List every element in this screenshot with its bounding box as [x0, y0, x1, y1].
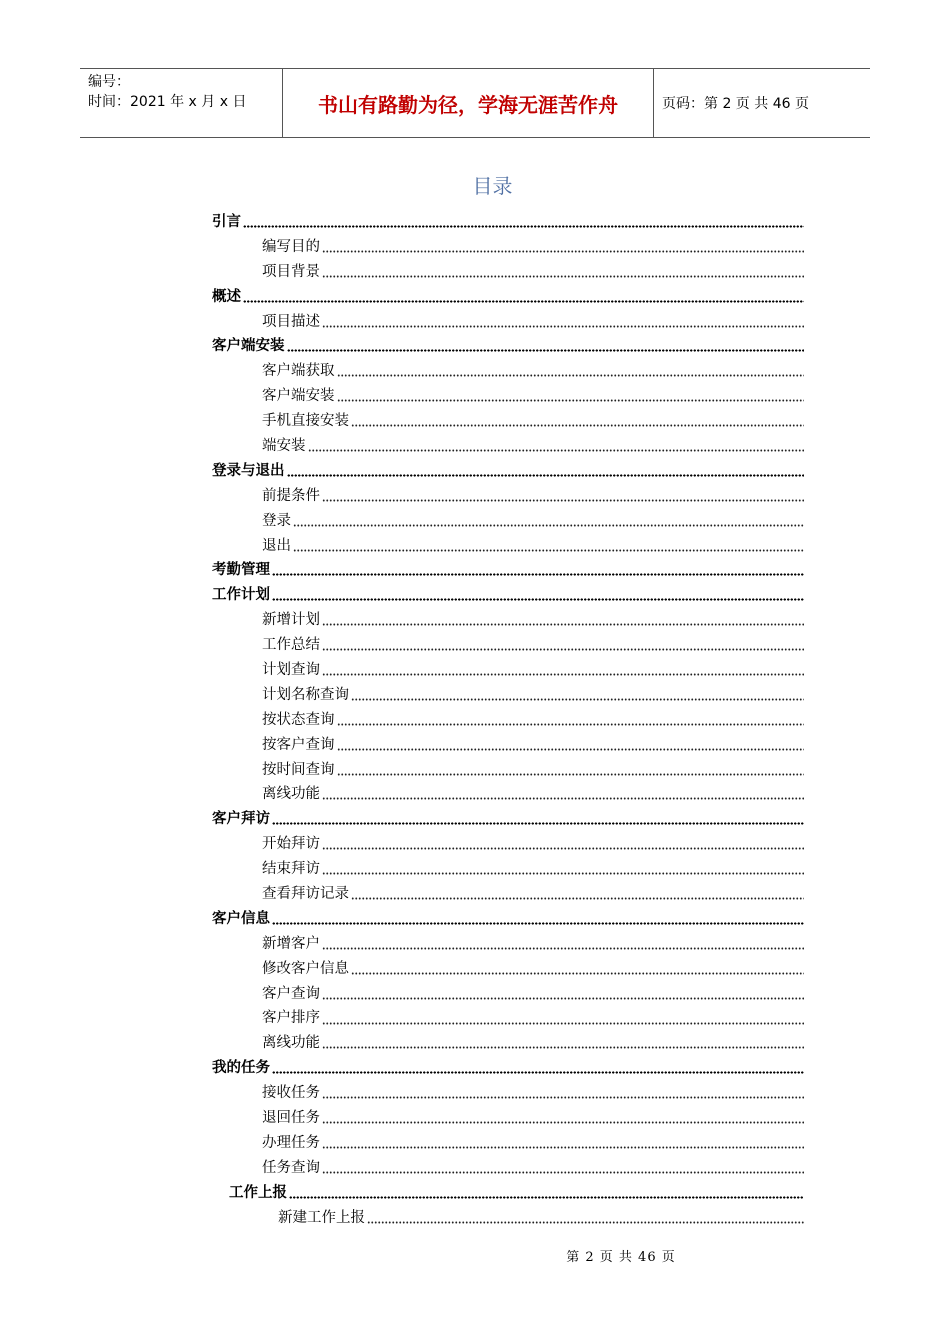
toc-dot-leader	[322, 258, 804, 283]
toc-entry[interactable]	[262, 432, 804, 457]
header-motto: 书山有路勤为径，学海无涯苦作舟	[282, 69, 654, 137]
toc-entry[interactable]	[262, 382, 804, 407]
toc-entry[interactable]	[262, 1129, 804, 1154]
toc-dot-leader	[272, 805, 804, 830]
toc-dot-leader	[322, 233, 804, 258]
toc-dot-leader	[322, 606, 804, 631]
toc-entry-label: 客户信息	[212, 910, 270, 927]
toc-entry[interactable]	[262, 532, 804, 557]
toc-dot-leader	[337, 756, 805, 781]
toc-entry[interactable]	[212, 805, 804, 830]
toc-entry[interactable]	[212, 905, 804, 930]
toc-entry-label: 按状态查询	[262, 711, 335, 728]
toc-dot-leader	[337, 382, 805, 407]
toc-entry-label: 工作计划	[212, 587, 270, 604]
toc-entry[interactable]	[262, 681, 804, 706]
toc-entry-label: 新增客户	[262, 935, 320, 952]
toc-entry-label: 前提条件	[262, 487, 320, 504]
toc-dot-leader	[322, 1154, 804, 1179]
toc-dot-leader	[322, 1129, 804, 1154]
toc-entry-label: 项目背景	[262, 263, 320, 280]
toc-dot-leader	[243, 208, 804, 233]
toc-entry[interactable]	[262, 1154, 804, 1179]
toc-entry-label: 离线功能	[262, 1035, 320, 1052]
toc-entry[interactable]	[212, 1054, 804, 1079]
toc-entry-label: 手机直接安装	[262, 413, 349, 430]
toc-dot-leader	[322, 1104, 804, 1129]
toc-entry[interactable]	[262, 830, 804, 855]
toc-dot-leader	[367, 1204, 804, 1229]
toc-entry-label: 端安装	[262, 437, 306, 454]
toc-dot-leader	[287, 457, 805, 482]
toc-entry-label: 修改客户信息	[262, 960, 349, 977]
toc-entry-label: 客户拜访	[212, 811, 270, 828]
toc-entry-label: 按时间查询	[262, 761, 335, 778]
toc-entry-label: 引言	[212, 213, 241, 230]
toc-entry[interactable]	[262, 756, 804, 781]
toc-dot-leader	[243, 283, 804, 308]
toc-entry[interactable]	[262, 507, 804, 532]
toc-entry-label: 编写目的	[262, 238, 320, 255]
toc-dot-leader	[322, 930, 804, 955]
toc-dot-leader	[308, 432, 805, 457]
toc-dot-leader	[322, 482, 804, 507]
toc-entry-label: 客户排序	[262, 1010, 320, 1027]
toc-entry-label: 项目描述	[262, 313, 320, 330]
document-time-label: 时间：2021 年 x 月 x 日	[88, 94, 247, 110]
toc-dot-leader	[322, 855, 804, 880]
toc-dot-leader	[293, 507, 804, 532]
toc-entry-label: 接收任务	[262, 1085, 320, 1102]
toc-entry[interactable]	[262, 258, 804, 283]
toc-entry[interactable]	[262, 731, 804, 756]
toc-entry-label: 客户端安装	[262, 388, 335, 405]
toc-entry[interactable]	[262, 1104, 804, 1129]
header-page-info: 页码：第 2 页 共 46 页	[662, 96, 809, 112]
toc-entry-label: 新建工作上报	[278, 1209, 365, 1226]
toc-entry[interactable]	[212, 556, 804, 581]
toc-entry[interactable]	[212, 283, 804, 308]
toc-entry-label: 开始拜访	[262, 836, 320, 853]
header-meta	[80, 69, 282, 137]
toc-entry-label: 客户端安装	[212, 338, 285, 355]
toc-entry-label: 退回任务	[262, 1110, 320, 1126]
toc-entry-label: 客户查询	[262, 985, 320, 1002]
toc-dot-leader	[322, 980, 804, 1005]
toc-dot-leader	[322, 1005, 804, 1030]
toc-entry[interactable]	[262, 855, 804, 880]
toc-entry[interactable]	[262, 1029, 804, 1054]
toc-entry[interactable]	[262, 880, 804, 905]
toc-dot-leader	[322, 830, 804, 855]
toc-entry-label: 工作总结	[262, 637, 320, 654]
document-number-label: 编号：	[88, 74, 130, 90]
toc-dot-leader	[272, 1054, 804, 1079]
toc-dot-leader	[322, 1079, 804, 1104]
toc-dot-leader	[287, 332, 805, 357]
toc-entry-label: 计划查询	[262, 661, 320, 678]
toc-dot-leader	[351, 681, 804, 706]
toc-entry[interactable]	[212, 208, 804, 233]
toc-dot-leader	[322, 1029, 804, 1054]
toc-entry[interactable]	[212, 581, 804, 606]
toc-entry-label: 新增计划	[262, 612, 320, 629]
toc-dot-leader	[351, 955, 804, 980]
toc-dot-leader	[272, 905, 804, 930]
toc-entry[interactable]	[262, 606, 804, 631]
toc-entry-label: 工作上报	[229, 1184, 287, 1201]
toc-entry[interactable]	[262, 1079, 804, 1104]
toc-dot-leader	[337, 357, 805, 382]
toc-entry[interactable]	[262, 955, 804, 980]
toc-entry-label: 概述	[212, 288, 241, 305]
toc-entry[interactable]	[262, 482, 804, 507]
toc-entry[interactable]	[262, 980, 804, 1005]
toc-entry[interactable]	[262, 1005, 804, 1030]
toc-entry[interactable]	[262, 706, 804, 731]
page-header	[80, 68, 870, 138]
toc-dot-leader	[322, 631, 804, 656]
toc-dot-leader	[272, 581, 804, 606]
toc-title: 目录	[472, 174, 513, 198]
toc-entry-label: 登录	[262, 512, 291, 529]
toc-entry[interactable]	[229, 1179, 804, 1204]
toc-entry-label: 结束拜访	[262, 861, 320, 878]
toc-entry-label: 登录与退出	[212, 462, 285, 479]
toc-entry-label: 考勤管理	[212, 562, 270, 579]
toc-dot-leader	[322, 780, 804, 805]
toc-entry[interactable]	[262, 407, 804, 432]
toc-entry[interactable]	[262, 780, 804, 805]
toc-entry[interactable]	[278, 1204, 804, 1229]
toc-entry[interactable]	[262, 930, 804, 955]
toc-dot-leader	[289, 1179, 804, 1204]
table-of-contents	[0, 208, 950, 1229]
toc-entry[interactable]	[262, 308, 804, 333]
page-footer: 第 2 页 共 46 页	[566, 1250, 676, 1265]
toc-entry[interactable]	[262, 357, 804, 382]
toc-dot-leader	[322, 656, 804, 681]
toc-entry[interactable]	[262, 233, 804, 258]
toc-entry[interactable]	[212, 332, 804, 357]
toc-entry-label: 办理任务	[262, 1134, 320, 1151]
toc-dot-leader	[351, 880, 804, 905]
toc-entry-label: 任务查询	[262, 1159, 320, 1176]
toc-dot-leader	[337, 731, 805, 756]
toc-entry-label: 按客户查询	[262, 736, 335, 753]
toc-dot-leader	[322, 308, 804, 333]
toc-dot-leader	[272, 556, 804, 581]
toc-entry-label: 我的任务	[212, 1060, 270, 1077]
toc-entry[interactable]	[262, 631, 804, 656]
toc-entry-label: 离线功能	[262, 786, 320, 803]
toc-entry[interactable]	[262, 656, 804, 681]
toc-entry-label: 查看拜访记录	[262, 885, 349, 902]
toc-dot-leader	[337, 706, 805, 731]
toc-entry-label: 客户端获取	[262, 363, 335, 380]
toc-dot-leader	[293, 532, 804, 557]
toc-dot-leader	[351, 407, 804, 432]
toc-entry[interactable]	[212, 457, 804, 482]
toc-entry-label: 退出	[262, 537, 291, 554]
toc-entry-label: 计划名称查询	[262, 686, 349, 703]
